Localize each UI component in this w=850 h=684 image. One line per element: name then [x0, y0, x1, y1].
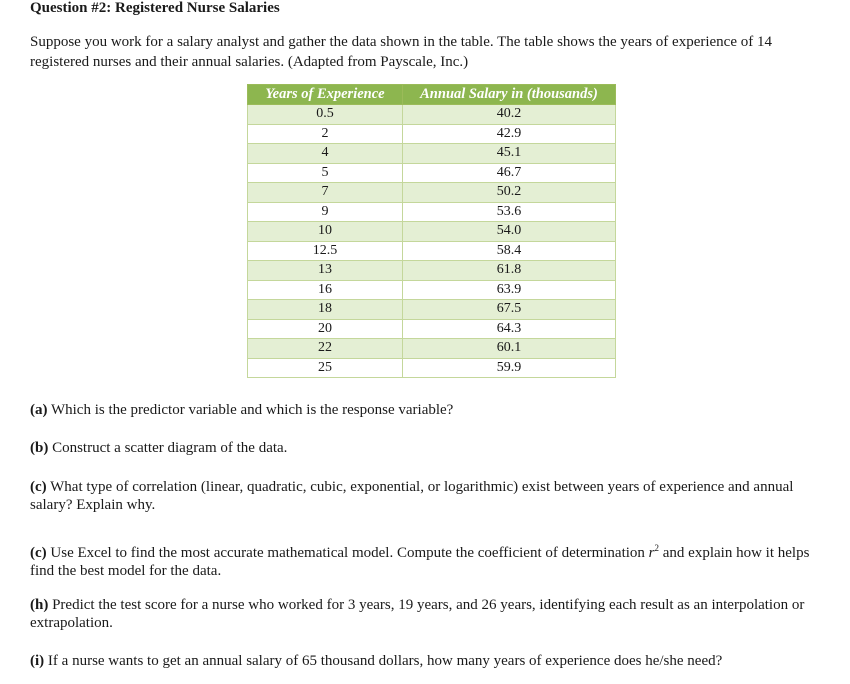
cell-salary: 67.5 — [403, 300, 616, 320]
question-label: (a) — [30, 402, 48, 418]
cell-years: 13 — [248, 261, 403, 281]
question-h — [30, 596, 830, 632]
cell-years: 16 — [248, 280, 403, 300]
question-i — [30, 652, 830, 670]
cell-salary: 50.2 — [403, 183, 616, 203]
cell-years: 10 — [248, 222, 403, 242]
header-salary: Annual Salary in (thousands) — [403, 85, 616, 105]
question-text: Which is the predictor variable and which is the response variable? — [50, 402, 454, 418]
data-table — [247, 84, 616, 378]
cell-salary: 59.9 — [403, 358, 616, 378]
cell-salary: 53.6 — [403, 202, 616, 222]
cell-salary: 58.4 — [403, 241, 616, 261]
r-variable: r — [648, 545, 655, 561]
question-text: and explain how it helps find the best model for the data. — [30, 545, 810, 579]
cell-years: 22 — [248, 339, 403, 359]
table-row — [248, 300, 616, 320]
question-text: Construct a scatter diagram of the data. — [52, 440, 288, 456]
cell-salary: 63.9 — [403, 280, 616, 300]
cell-years: 5 — [248, 163, 403, 183]
table-row — [248, 261, 616, 281]
cell-years: 9 — [248, 202, 403, 222]
table-row — [248, 163, 616, 183]
table-row — [248, 358, 616, 378]
question-c-correlation — [30, 478, 830, 514]
question-text: What type of correlation (linear, quadratic, cubic, exponential, or logarithmic) exist between years of experience and annual salary? Explain why. — [30, 479, 794, 513]
table-row — [248, 339, 616, 359]
table-row — [248, 105, 616, 125]
table-row — [248, 280, 616, 300]
r-exponent: 2 — [654, 543, 660, 553]
question-text: If a nurse wants to get an annual salary of 65 thousand dollars, how many years of experience does he/she need? — [47, 653, 723, 669]
question-label: (c) — [30, 545, 47, 561]
table-row — [248, 124, 616, 144]
intro-paragraph: Suppose you work for a salary analyst and gather the data shown in the table. The table shows the years of experience of 14 registered nurses and their annual salaries. (Adapted from Payscale, Inc.) — [30, 34, 772, 70]
cell-years: 2 — [248, 124, 403, 144]
table-row — [248, 222, 616, 242]
table-row — [248, 144, 616, 164]
question-b — [30, 439, 830, 457]
question-label: (c) — [30, 479, 47, 495]
cell-years: 20 — [248, 319, 403, 339]
page-title: Question #2: Registered Nurse Salaries — [30, 0, 280, 16]
header-years: Years of Experience — [248, 85, 403, 105]
question-text: Predict the test score for a nurse who worked for 3 years, 19 years, and 26 years, identifying each result as an interpolation or extrapolation. — [30, 597, 805, 631]
question-label: (h) — [30, 597, 49, 613]
question-label: (i) — [30, 653, 45, 669]
cell-years: 0.5 — [248, 105, 403, 125]
table-header-row — [248, 85, 616, 105]
table-row — [248, 319, 616, 339]
question-label: (b) — [30, 440, 49, 456]
cell-salary: 61.8 — [403, 261, 616, 281]
cell-salary: 64.3 — [403, 319, 616, 339]
cell-years: 12.5 — [248, 241, 403, 261]
table-body — [248, 105, 616, 378]
table-row — [248, 241, 616, 261]
table-row — [248, 183, 616, 203]
table-row — [248, 202, 616, 222]
cell-salary: 45.1 — [403, 144, 616, 164]
cell-years: 18 — [248, 300, 403, 320]
cell-years: 7 — [248, 183, 403, 203]
question-text: Use Excel to find the most accurate mathematical model. Compute the coefficient of determination — [50, 545, 645, 561]
cell-years: 25 — [248, 358, 403, 378]
cell-salary: 54.0 — [403, 222, 616, 242]
cell-years: 4 — [248, 144, 403, 164]
cell-salary: 46.7 — [403, 163, 616, 183]
cell-salary: 40.2 — [403, 105, 616, 125]
cell-salary: 42.9 — [403, 124, 616, 144]
question-a — [30, 401, 830, 419]
cell-salary: 60.1 — [403, 339, 616, 359]
question-c-excel — [30, 539, 830, 580]
